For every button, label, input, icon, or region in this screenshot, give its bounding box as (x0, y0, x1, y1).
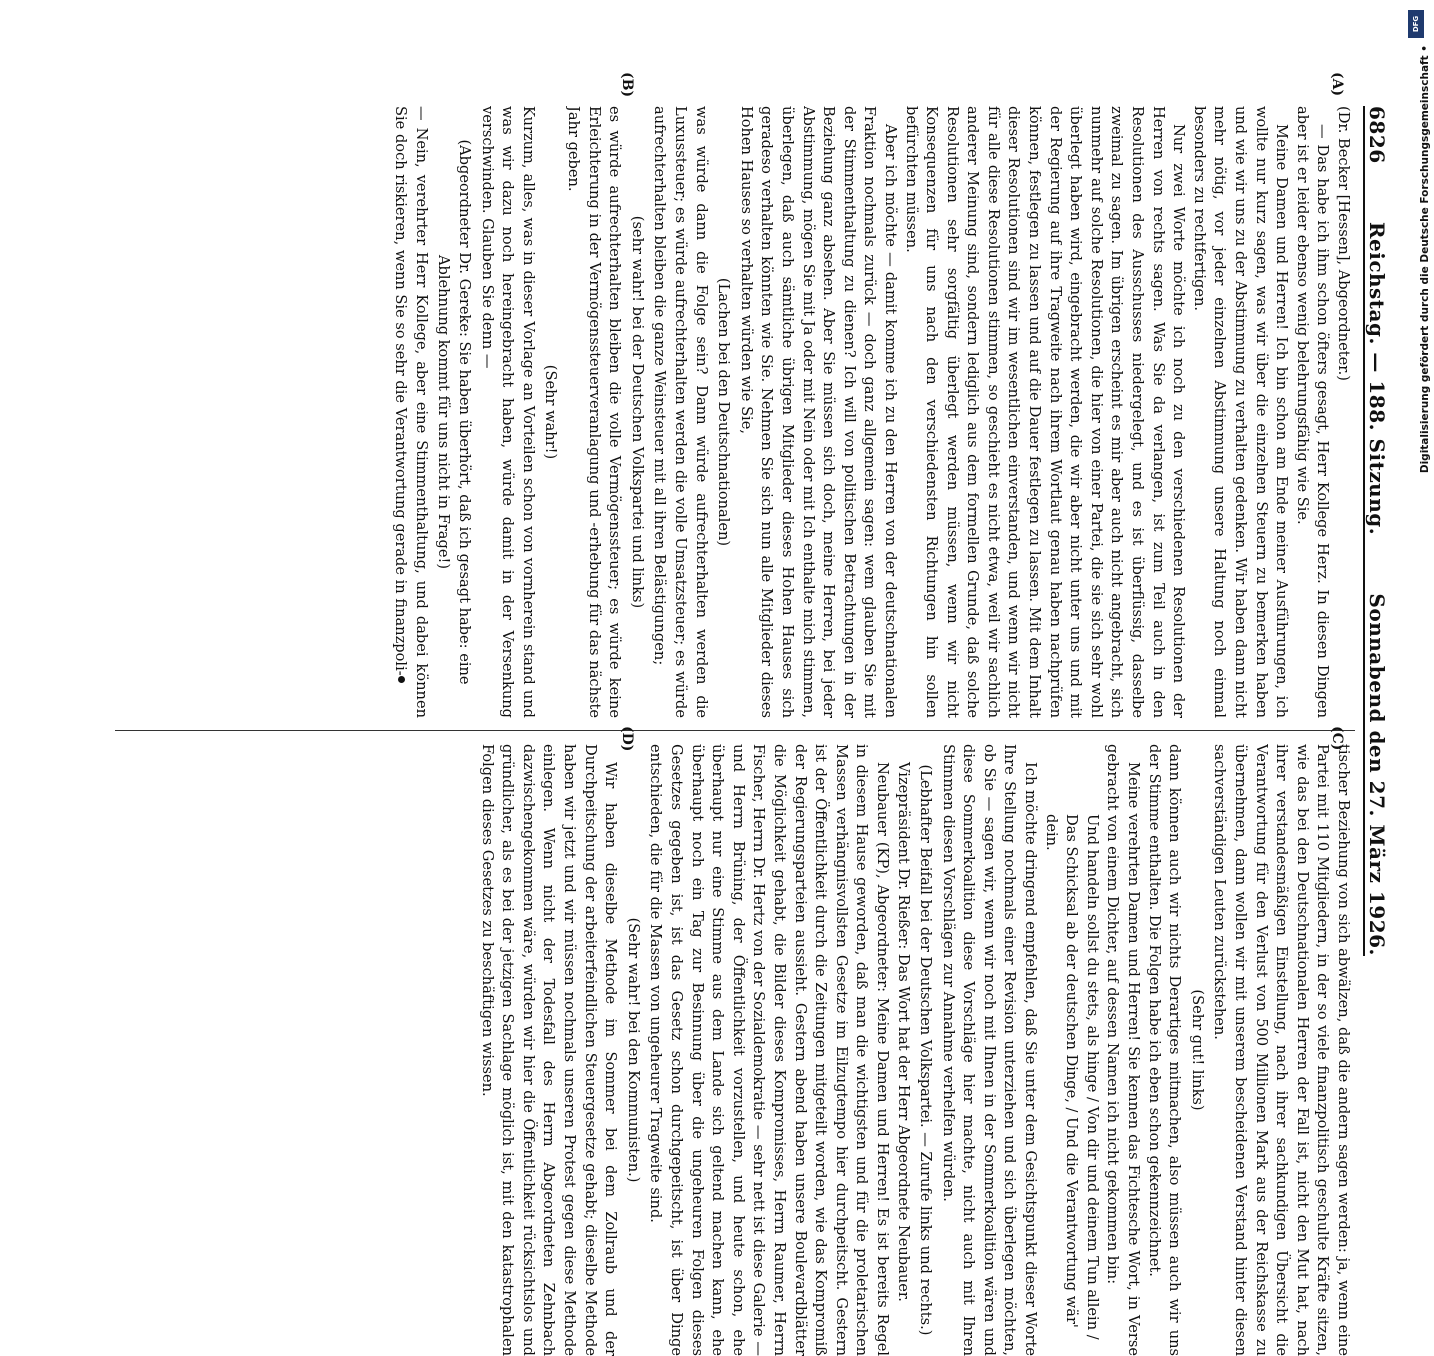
paragraph: — Das habe ich ihm schon öfters gesagt, Herr Kollege Herz. In diesen Dingen aber ist er leider ebenso wenig belehrungsfähig wie Sie. (1293, 106, 1332, 718)
session-date: Sonnabend den 27. März 1926. (1365, 593, 1389, 956)
paragraph: Meine Damen und Herren! Ich bin schon am Ende meiner Ausführungen, ich wollte nur kurz sagen, was wir über die einzelnen Steuern zu bemerken haben und wie wir uns zu der Abstimmung zu verhalten gedenken. Wir haben dann nicht mehr nötig, vor jeder einzelnen Abstimmung unsere Haltung noch einmal besonders zu rechtfertigen. (1190, 106, 1291, 718)
dfg-logo-icon: DFG (1408, 10, 1424, 38)
paragraph: (Lebhafter Beifall bei der Deutschen Volkspartei. — Zurufe links und rechts.) (917, 764, 935, 1336)
paragraph: es würde aufrechterhalten bleiben die volle Vermögenssteuer; es würde keine Erleichterung in der Vermögenssteuerveranlagung und -erhebung für das nächste Jahr geben. (565, 106, 624, 718)
right-text-column (113, 744, 1353, 1356)
rotated-document-page (95, 72, 1405, 1356)
paragraph: (sehr wahr! bei der Deutschen Volkspartei und links) (628, 215, 646, 609)
paragraph: was würde dann die Folge sein? Dann würde aufrechterhalten werden die Luxussteuer; es würde aufrechterhalten werden die volle Umsatzsteuer; es würde aufrechterhalten bleiben die ganze Weinsteuer mit all ihren Belästigungen; (651, 106, 710, 718)
digitization-sidebar (1398, 0, 1434, 1000)
margin-mark-a: (A) (1329, 72, 1345, 97)
margin-mark-b: (B) (619, 72, 635, 98)
paragraph: Ich möchte dringend empfehlen, daß Sie unter dem Gesichtspunkt dieser Worte Ihre Stellung nochmals einer Revision unterziehen und sich überlegen möchten, ob Sie — sagen wir, wenn wir noch mit Ihnen in der Sommerkoalition wären und diese Sommerkoalition diese Vorschläge hier machte, nicht auch mit Ihren Stimmen diesen Vorschlägen zur Annahme verhelfen würden. (939, 744, 1040, 1356)
paragraph: Meine verehrten Damen und Herren! Sie kennen das Fichtesche Wort, in Verse gebracht von einem Dichter, auf dessen Namen ich nicht gekommen bin: (1104, 744, 1143, 1356)
paragraph: (Sehr gut! links) (1188, 989, 1206, 1111)
paragraph: (Abgeordneter Dr. Gereke: Sie haben überhört, daß ich gesagt habe: eine Ablehnung kommt für uns nicht in Frage!) (435, 139, 474, 685)
paragraph: (Lachen bei den Deutschnationalen) (715, 277, 733, 547)
paragraph: Wir haben dieselbe Methode im Sommer bei dem Zollraub und der Durchpeitschung der arbeiterfeindlichen Steuergesetze gehabt; dieselbe Methode haben wir jetzt und wir müssen nochmals unseren Protest gegen diese Methode einlegen. Wenn nicht der Todesfall des Herrn Abgeordneten Zehnbach dazwischengekommen wäre, würden wir hier die Öffentlichkeit rücksichtslos und gründlicher, als es bei der jetzigen Sachlage möglich ist, mit den katastrophalen Folgen dieses Gesetzes zu beschäftigen wissen. (478, 744, 620, 1356)
ink-dot (398, 676, 405, 683)
paragraph: Nur zwei Worte möchte ich noch zu den verschiedenen Resolutionen der Herren von rechts sagen. Was Sie da verlangen, ist zum Teil auch in den Resolutionen des Ausschusses niedergelegt, und es ist überflüssig, dasselbe zweimal zu sagen. Im übrigen erscheint es mir aber auch nicht angebracht, sich nunmehr auf solche Resolutionen, die hier von einer Partei, die sie sich sehr wohl überlegt haben wird, eingebracht werden, die wir aber nicht unter uns und mit der Regierung auf ihre Tragweite nach ihrem Wortlaut genau haben nachprüfen können, festlegen zu lassen und auf die Dauer festlegen zu lassen. Mit dem Inhalt dieser Resolutionen sind wir im wesentlichen einverstanden, und wenn wir nicht für alle diese Resolutionen stimmen, so geschieht es nicht etwa, weil wir sachlich anderer Meinung sind, sondern lediglich aus dem formellen Grunde, daß solche Resolutionen sehr sorgfältig überlegt werden müssen, wenn wir nicht Konsequenzen für uns nach den verschiedensten Richtungen hin sollen befürchten müssen. (902, 106, 1188, 718)
paragraph: Kurzum, alles, was in dieser Vorlage an Vorteilen schon von vornherein stand und was wir dazu noch hereingebracht haben, würde damit in der Versenkung verschwinden. Glauben Sie denn — (478, 106, 537, 718)
paragraph: (Sehr wahr!) (542, 364, 560, 460)
left-text-column (113, 106, 1353, 718)
page-number: 6826 (1365, 106, 1389, 164)
session-title: Reichstag. — 188. Sitzung. (1365, 221, 1389, 536)
paragraph: (Sehr wahr! bei den Kommunisten.) (624, 917, 642, 1183)
paragraph: Aber ich möchte — damit komme ich zu den Herren von der deutschnationalen Fraktion nochmals zurück — doch ganz allgemein sagen: wem glauben Sie mit der Stimmenthaltung zu dienen? Ich will von politischen Betrachtungen in der Beziehung ganz absehen. Aber Sie müssen sich doch, meine Herren, bei jeder Abstimmung, mögen Sie mit Ja oder mit Nein oder mit Ich enthalte mich stimmen, überlegen, daß auch sämtliche übrigen Mitglieder dieses Hohen Hauses sich geradeso verhalten könnten wie Sie. Nehmen Sie sich nun alle Mitglieder dieses Hohen Hauses so verhalten würden wie Sie, (737, 106, 899, 718)
margin-mark-d: (D) (619, 726, 635, 752)
digitization-credit: Digitalisierung gefördert durch die Deutsche Forschungsgemeinschaft • (1419, 45, 1431, 474)
paragraph: tischer Beziehung von sich abwälzen, daß die andern sagen werden: ja, wenn eine Partei mit 110 Mitgliedern, in der so viele finanzpolitisch geschulte Kräfte sitzen, wie das bei den Deutschnationalen Herren der Fall ist, nicht den Mut hat, nach ihrer verstandesmäßigen Einstellung, nach ihrer sachkundigen Übersicht die Verantwortung für den Verlust von 500 Millionen Mark aus der Reichskasse zu übernehmen, dann wollen wir mit unserem bescheidenen Verstand hinter diesen sachverständigen Leuten zurückstehen. (1211, 744, 1352, 1356)
paragraph: Und handeln sollst du stets, als hinge / Von dir und deinem Tun allein / Das Schicksal ab der deutschen Dinge, / Und die Verantwortung wär' dein. (1042, 814, 1101, 1340)
paragraph: dann können auch wir nichts Derartiges mitmachen, also müssen auch wir uns der Stimme enthalten. Die Folgen habe ich eben schon gekennzeichnet. (1145, 744, 1184, 1356)
paragraph: Vizepräsident Dr. Rießer: Das Wort hat der Herr Abgeordnete Neubauer. (894, 762, 912, 1302)
paragraph: (Dr. Becker [Hessen], Abgeordneter.) (1335, 106, 1352, 381)
paragraph: — Nein, verehrter Herr Kollege, aber eine Stimmenthaltung, und dabei können Sie doch riskieren, wenn Sie so sehr die Verantwortung gerade in finanzpoli- (392, 106, 430, 718)
paragraph: Neubauer (KP), Abgeordneter: Meine Damen und Herren! Es ist bereits Regel in diesem Hause geworden, daß man die wichtigsten und für die proletarischen Massen verhängnisvollsten Gesetze im Eilzugtempo hier durchpeitscht. Gestern ist der Öffentlichkeit durch die Zeitungen mitgeteilt worden, wie das Kompromiß der Regierungsparteien aussieht. Gestern abend haben unsere Boulevardblätter die Möglichkeit gehabt, die Bilder dieses Kompromisses, Herrn Raumer, Herrn Fischer, Herrn Dr. Hertz von der Sozialdemokratie — sehr nett ist diese Galerie — und Herrn Brüning, der Öffentlichkeit vorzustellen, und heute schon, ehe überhaupt nur eine Stimme aus dem Lande sich geltend machen kann, ehe überhaupt noch ein Tag zur Besinnung über die ungeheuren Folgen dieses Gesetzes gegeben ist, ist das Gesetz schon durchgepeitscht, ist über Dinge entschieden, die für die Massen von ungeheurer Tragweite sind. (647, 744, 891, 1356)
column-divider (115, 730, 1355, 731)
margin-mark-c: (C) (1329, 726, 1345, 751)
